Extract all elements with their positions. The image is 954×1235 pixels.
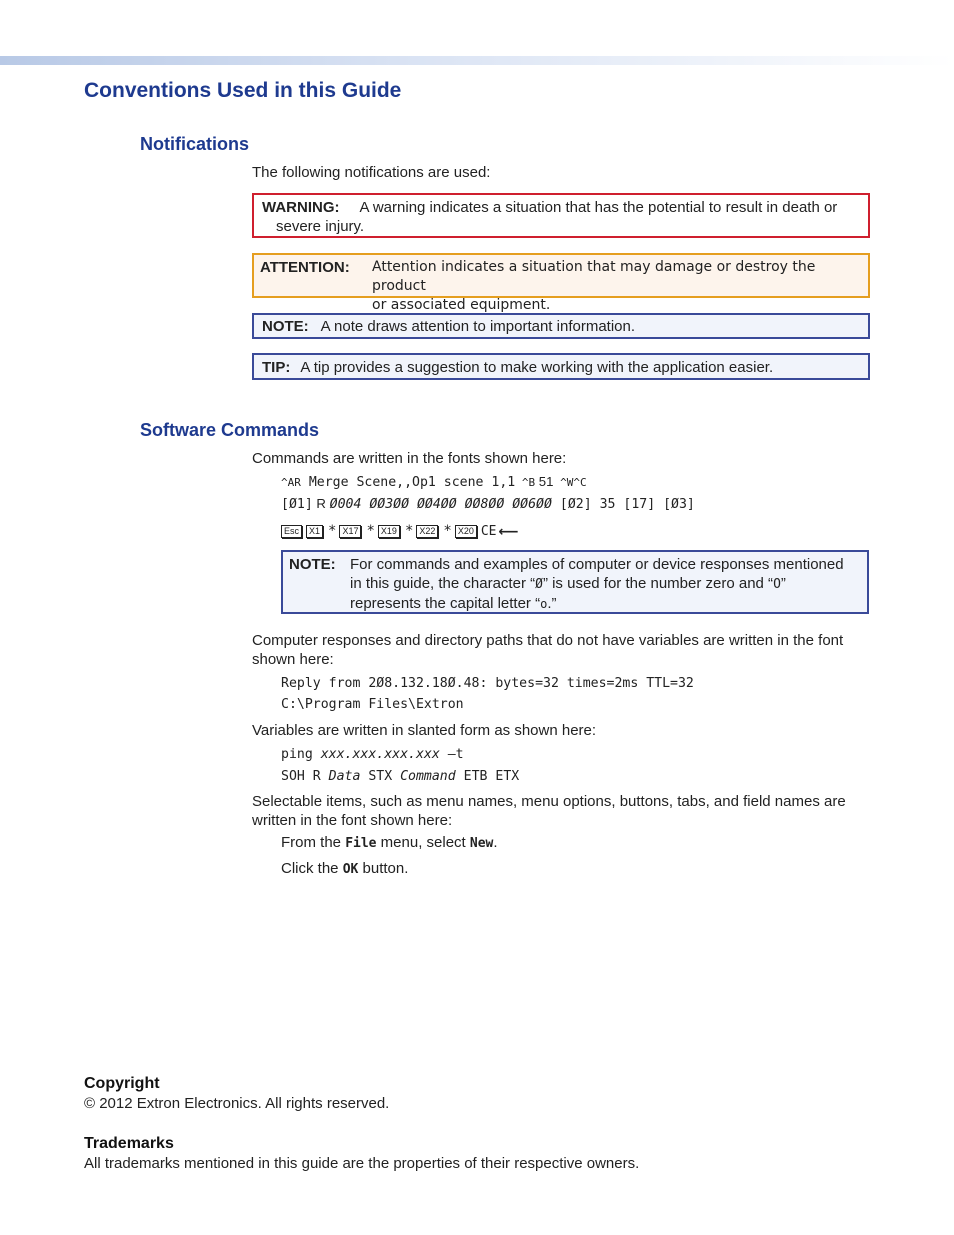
command-example-1: ^AR Merge Scene,,Op1 scene 1,1 ^B 51 ^W^C bbox=[281, 474, 587, 490]
note-box bbox=[252, 313, 870, 339]
selectable-intro: Selectable items, such as menu names, menu options, buttons, tabs, and field names are written in the font shown here: bbox=[252, 793, 846, 829]
warning-label: WARNING: bbox=[262, 199, 340, 216]
command-example-2: [Ø1] R Ø004 ØØ3ØØ ØØ4ØØ ØØ8ØØ ØØ6ØØ [Ø2] 35 [17] [Ø3] bbox=[281, 496, 695, 512]
note-text: A note draws attention to important information. bbox=[320, 318, 636, 335]
header-gradient-bar bbox=[0, 56, 954, 65]
soh-example: SOH R Data STX Command ETB ETX bbox=[281, 769, 520, 784]
software-intro: Commands are written in the fonts shown here: bbox=[252, 450, 567, 467]
selectable-example-1: From the File menu, select New. bbox=[281, 834, 498, 851]
command-note-box bbox=[281, 550, 869, 614]
ce-text: CE bbox=[480, 523, 497, 539]
asterisk: * bbox=[404, 523, 414, 539]
attention-text-cont: or associated equipment. bbox=[372, 297, 551, 313]
x1-key-icon: X1 bbox=[306, 525, 323, 538]
key-sequence-example bbox=[281, 521, 519, 541]
warning-box bbox=[252, 193, 870, 238]
tip-label: TIP: bbox=[262, 359, 291, 376]
notifications-heading: Notifications bbox=[140, 134, 250, 154]
x20-key-icon: X20 bbox=[455, 525, 477, 538]
attention-box bbox=[252, 253, 870, 313]
tip-box bbox=[252, 353, 870, 380]
tip-text: A tip provides a suggestion to make working with the application easier. bbox=[300, 359, 774, 376]
software-commands-heading: Software Commands bbox=[140, 420, 320, 440]
page-title: Conventions Used in this Guide bbox=[84, 79, 402, 102]
asterisk: * bbox=[366, 523, 375, 539]
x19-key-icon: X19 bbox=[378, 525, 400, 538]
selectable-example-2: Click the OK button. bbox=[281, 860, 409, 877]
asterisk: * bbox=[443, 523, 452, 539]
responses-intro: Computer responses and directory paths that do not have variables are written in the font shown here: bbox=[252, 632, 844, 668]
copyright-heading: Copyright bbox=[84, 1075, 160, 1092]
path-example: C:\Program Files\Extron bbox=[281, 697, 464, 712]
warning-text-cont: severe injury. bbox=[276, 218, 365, 235]
trademarks-text: All trademarks mentioned in this guide are the properties of their respective owners. bbox=[84, 1155, 640, 1172]
copyright-text: © 2012 Extron Electronics. All rights reserved. bbox=[84, 1095, 390, 1112]
command-note-label: NOTE: bbox=[289, 556, 336, 573]
command-note-text: For commands and examples of computer or device responses mentioned in this guide, the character “Ø” is used for the number zero and “O” represents the capital letter “o.” bbox=[350, 556, 844, 612]
note-label: NOTE: bbox=[262, 318, 309, 335]
notifications-intro: The following notifications are used: bbox=[252, 164, 491, 181]
variables-intro: Variables are written in slanted form as shown here: bbox=[252, 722, 597, 739]
attention-label: ATTENTION: bbox=[260, 259, 350, 276]
reply-example: Reply from 2Ø8.132.18Ø.48: bytes=32 times=2ms TTL=32 bbox=[281, 676, 694, 691]
attention-text: Attention indicates a situation that may damage or destroy the product bbox=[372, 259, 816, 294]
x22-key-icon: X22 bbox=[416, 525, 438, 538]
enter-arrow-icon: ⟵ bbox=[498, 522, 519, 539]
ping-example: ping xxx.xxx.xxx.xxx —t bbox=[281, 747, 464, 762]
esc-key-icon: Esc bbox=[281, 525, 302, 538]
x17-key-icon: X17 bbox=[339, 525, 361, 538]
asterisk: * bbox=[328, 523, 337, 539]
warning-text: A warning indicates a situation that has the potential to result in death or bbox=[359, 199, 838, 216]
trademarks-heading: Trademarks bbox=[84, 1135, 174, 1152]
